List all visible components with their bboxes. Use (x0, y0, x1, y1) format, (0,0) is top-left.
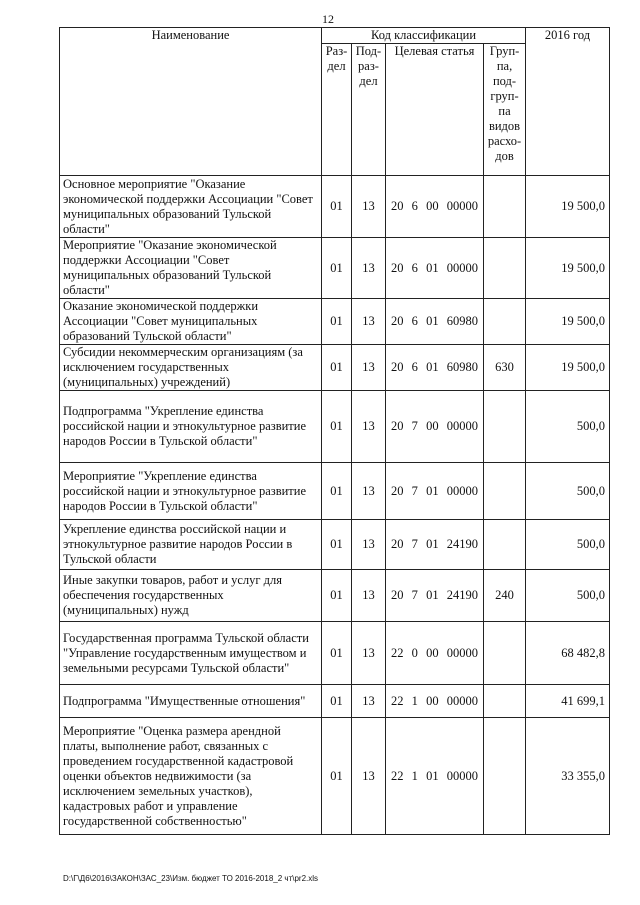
target-article-part: 6 (411, 199, 418, 213)
row-amount: 500,0 (526, 391, 610, 463)
header-year: 2016 год (526, 28, 610, 176)
row-group (484, 622, 526, 685)
row-razdel: 01 (322, 622, 352, 685)
header-podrazdel: Под- раз- дел (352, 44, 386, 176)
row-target-article (386, 718, 484, 835)
row-name: Мероприятие "Оказание экономической поддержки Ассоциации "Совет муниципальных образований Тульской области" (60, 238, 322, 299)
row-podrazdel: 13 (352, 718, 386, 835)
table-row (60, 391, 610, 463)
table-row (60, 463, 610, 520)
target-article-part: 00000 (446, 483, 478, 498)
row-podrazdel: 13 (352, 391, 386, 463)
row-name: Субсидии некоммерческим организациям (за исключением государственных (муниципальных) учреждений) (60, 345, 322, 391)
table-row (60, 238, 610, 299)
table-row (60, 570, 610, 622)
row-amount: 41 699,1 (526, 685, 610, 718)
target-article-part: 0 (411, 645, 418, 660)
table-body (60, 176, 610, 835)
row-target-article (386, 685, 484, 718)
row-group (484, 391, 526, 463)
row-group (484, 238, 526, 299)
row-amount: 500,0 (526, 463, 610, 520)
row-name: Подпрограмма "Имущественные отношения" (60, 685, 322, 718)
target-article-part: 00000 (446, 260, 478, 275)
row-target-article (386, 570, 484, 622)
row-podrazdel: 13 (352, 622, 386, 685)
row-group (484, 520, 526, 570)
file-path-footer: D:\Г\Д6\2016\ЗАКОН\ЗАС_23\Изм. бюджет ТО 2016-2018_2 чт\pr2.xls (63, 874, 319, 883)
target-article-part: 20 (391, 314, 404, 328)
target-article-part: 7 (411, 419, 418, 433)
target-article-part: 6 (411, 360, 418, 374)
target-article-part: 7 (411, 588, 418, 602)
row-razdel: 01 (322, 176, 352, 238)
row-target-article (386, 391, 484, 463)
table-row (60, 299, 610, 345)
header-target: Целевая статья (386, 44, 484, 176)
target-article-part: 01 (426, 537, 439, 551)
row-podrazdel: 13 (352, 463, 386, 520)
row-amount: 33 355,0 (526, 718, 610, 835)
row-target-article (386, 520, 484, 570)
row-group (484, 176, 526, 238)
row-podrazdel: 13 (352, 345, 386, 391)
target-article-part: 6 (411, 260, 418, 275)
row-podrazdel: 13 (352, 299, 386, 345)
target-article-part: 01 (426, 588, 439, 602)
row-razdel: 01 (322, 570, 352, 622)
target-article-part: 24190 (446, 537, 478, 551)
target-article-part: 20 (391, 537, 404, 551)
row-target-article (386, 176, 484, 238)
target-article-part: 00000 (446, 419, 478, 433)
target-article-part: 60980 (446, 314, 478, 328)
table-row (60, 718, 610, 835)
target-article-part: 20 (391, 419, 404, 433)
budget-table (59, 27, 610, 835)
row-razdel: 01 (322, 391, 352, 463)
row-amount: 500,0 (526, 570, 610, 622)
header-razdel: Раз- дел (322, 44, 352, 176)
target-article-part: 60980 (446, 360, 478, 374)
target-article-part: 20 (391, 588, 404, 602)
row-name: Оказание экономической поддержки Ассоциации "Совет муниципальных образований Тульской области" (60, 299, 322, 345)
row-amount: 19 500,0 (526, 176, 610, 238)
target-article-part: 01 (426, 483, 439, 498)
row-amount: 19 500,0 (526, 299, 610, 345)
target-article-part: 22 (391, 768, 404, 783)
row-group (484, 718, 526, 835)
target-article-part: 01 (426, 768, 439, 783)
row-razdel: 01 (322, 685, 352, 718)
target-article-part: 00000 (446, 199, 478, 213)
target-article-part: 00000 (446, 768, 478, 783)
row-amount: 68 482,8 (526, 622, 610, 685)
row-group: 240 (484, 570, 526, 622)
target-article-part: 00 (426, 693, 439, 708)
target-article-part: 00000 (446, 693, 478, 708)
row-amount: 19 500,0 (526, 238, 610, 299)
row-group: 630 (484, 345, 526, 391)
header-group: Груп- па, под- груп- па видов расхо- дов (484, 44, 526, 176)
target-article-part: 22 (391, 693, 404, 708)
row-target-article (386, 238, 484, 299)
row-razdel: 01 (322, 238, 352, 299)
target-article-part: 22 (391, 645, 404, 660)
row-razdel: 01 (322, 299, 352, 345)
row-podrazdel: 13 (352, 176, 386, 238)
row-razdel: 01 (322, 345, 352, 391)
header-code-group: Код классификации (322, 28, 526, 44)
target-article-part: 01 (426, 260, 439, 275)
target-article-part: 1 (411, 693, 418, 708)
row-name: Подпрограмма "Укрепление единства российской нации и этнокультурное развитие народов России в Тульской области" (60, 391, 322, 463)
row-podrazdel: 13 (352, 685, 386, 718)
row-name: Мероприятие "Укрепление единства российской нации и этнокультурное развитие народов России в Тульской области" (60, 463, 322, 520)
page-number: 12 (322, 12, 334, 26)
row-target-article (386, 463, 484, 520)
target-article-part: 00 (426, 419, 439, 433)
row-name: Иные закупки товаров, работ и услуг для обеспечения государственных (муниципальных) нужд (60, 570, 322, 622)
target-article-part: 24190 (446, 588, 478, 602)
row-name: Укрепление единства российской нации и этнокультурное развитие народов России в Тульской области (60, 520, 322, 570)
target-article-part: 01 (426, 314, 439, 328)
target-article-part: 7 (411, 537, 418, 551)
target-article-part: 01 (426, 360, 439, 374)
target-article-part: 6 (411, 314, 418, 328)
table-row (60, 685, 610, 718)
header-name: Наименование (60, 28, 322, 176)
row-group (484, 685, 526, 718)
row-target-article (386, 622, 484, 685)
target-article-part: 20 (391, 483, 404, 498)
row-name: Мероприятие "Оценка размера арендной платы, выполнение работ, связанных с проведением государственной кадастровой оценки объектов недвижимости (за исключением земельных участков), кадастровых работ и управление государственной собственностью" (60, 718, 322, 835)
row-razdel: 01 (322, 463, 352, 520)
target-article-part: 20 (391, 360, 404, 374)
row-name: Основное мероприятие "Оказание экономической поддержки Ассоциации "Совет муниципальных образований Тульской области" (60, 176, 322, 238)
target-article-part: 00 (426, 199, 439, 213)
row-podrazdel: 13 (352, 520, 386, 570)
row-razdel: 01 (322, 718, 352, 835)
table-row (60, 622, 610, 685)
target-article-part: 00 (426, 645, 439, 660)
row-amount: 500,0 (526, 520, 610, 570)
target-article-part: 20 (391, 199, 404, 213)
row-podrazdel: 13 (352, 570, 386, 622)
row-target-article (386, 299, 484, 345)
row-razdel: 01 (322, 520, 352, 570)
row-group (484, 299, 526, 345)
target-article-part: 00000 (446, 645, 478, 660)
row-group (484, 463, 526, 520)
row-podrazdel: 13 (352, 238, 386, 299)
table-row (60, 520, 610, 570)
target-article-part: 1 (411, 768, 418, 783)
row-amount: 19 500,0 (526, 345, 610, 391)
table-row (60, 345, 610, 391)
table-row (60, 176, 610, 238)
target-article-part: 20 (391, 260, 404, 275)
row-name: Государственная программа Тульской области "Управление государственным имуществом и земельными ресурсами Тульской области" (60, 622, 322, 685)
target-article-part: 7 (411, 483, 418, 498)
row-target-article (386, 345, 484, 391)
